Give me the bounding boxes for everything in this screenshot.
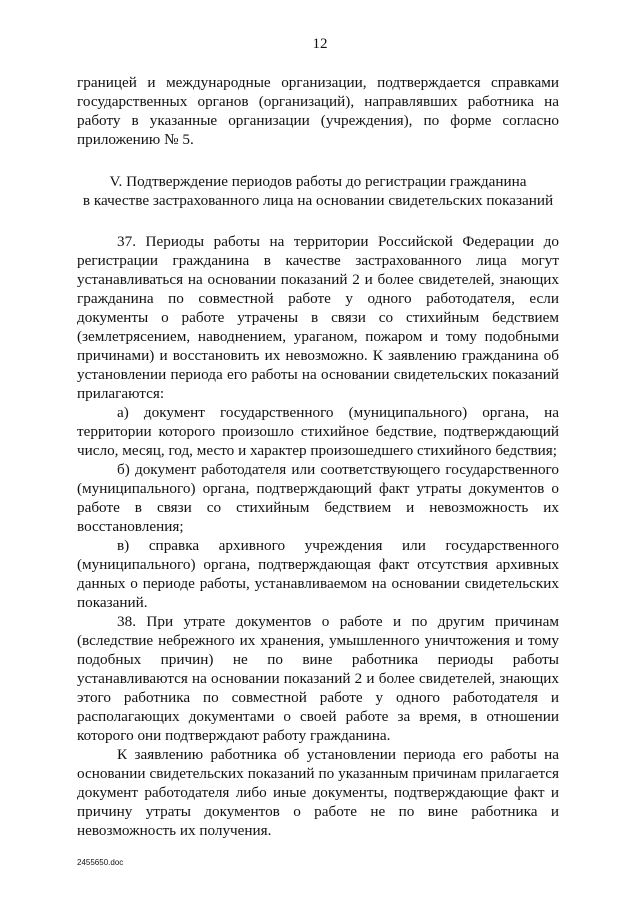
paragraph-38: 38. При утрате документов о работе и по другим причинам (вследствие небрежного их хранения, умышленного уничтожения и тому подобных причин) не по вине работника периоды работы устанавливаются на основании показаний 2 и более свидетелей, знающих этого работника по совместной работе у одного работодателя и располагающих документами о своей работе за время, в отношении которого они подтверждают работу гражданина. <box>77 613 559 744</box>
paragraph-37: 37. Периоды работы на территории Российской Федерации до регистрации гражданина в качестве застрахованного лица могут устанавливаться на основании показаний 2 и более свидетелей, знающих гражданина по совместной работе у одного работодателя, если документы о работе утрачены в связи со стихийным бедствием (землетрясением, наводнением, ураганом, пожаром и тому подобными причинами) и восстановить их невозможно. К заявлению гражданина об установлении периода его работы на основании свидетельских показаний прилагаются: <box>77 233 559 402</box>
section-heading <box>77 172 559 210</box>
list-item-b: б) документ работодателя или соответствующего государственного (муниципального) органа, подтверждающий факт утраты документов о работе в связи со стихийным бедствием и невозможность их восстановления; <box>77 461 559 535</box>
page-number: 12 <box>312 36 328 52</box>
section-heading-line-2: в качестве застрахованного лица на основании свидетельских показаний <box>82 192 554 209</box>
section-heading-line-1: V. Подтверждение периодов работы до регистрации гражданина <box>109 173 527 190</box>
intro-paragraph: границей и международные организации, подтверждается справками государственных органов (организаций), направлявших работника на работу в указанные организации (учреждения), по форме согласно приложению № 5. <box>77 74 559 148</box>
list-item-a: а) документ государственного (муниципального) органа, на территории которого произошло стихийное бедствие, подтверждающий число, месяц, год, место и характер произошедшего стихийного бедствия; <box>77 404 559 459</box>
list-item-c: в) справка архивного учреждения или государственного (муниципального) органа, подтверждающая факт отсутствия архивных данных о периоде работы, устанавливаемом на основании свидетельских показаний. <box>77 537 559 611</box>
document-body <box>77 73 559 840</box>
paragraph-attachment: К заявлению работника об установлении периода его работы на основании свидетельских показаний по указанным причинам прилагается документ работодателя либо иные документы, подтверждающие факт и причину утраты документов о работе не по вине работника и невозможность их получения. <box>77 746 559 839</box>
document-filename: 2455650.doc <box>77 858 124 867</box>
